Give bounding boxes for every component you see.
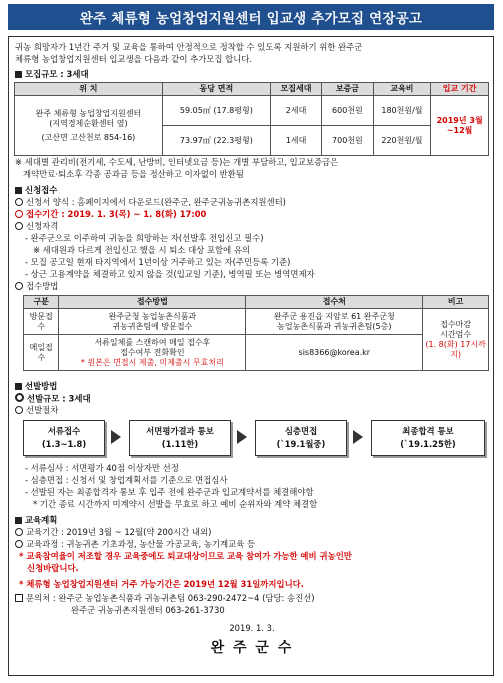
method-table xyxy=(23,295,489,371)
col-fee: 교육비 xyxy=(373,83,431,96)
edu-warn-2: 신청바랍니다. xyxy=(27,563,79,573)
arrow-right-icon xyxy=(111,430,121,444)
qual-heading: 신청자격 xyxy=(15,221,58,232)
circle-bullet-icon xyxy=(15,282,23,290)
qual-line-2: ※ 세대원과 다르게 전입신고 했을 시 퇴소 대상 포함에 유의 xyxy=(33,245,251,255)
qual-line-1: - 완주군으로 이주하여 귀농을 희망하는 자(선발후 전입신고 필수) xyxy=(25,233,264,243)
intro-line-1: 귀농 희망자가 1년간 주거 및 교육을 통하여 안정적으로 정착할 수 있도록 지원하기 위한 완주군 xyxy=(15,42,363,52)
area-cell-2: 73.97㎡ (22.3평형) xyxy=(162,126,270,156)
circle-bullet-icon xyxy=(15,393,24,402)
period-cell: 2019년 3월~12월 xyxy=(431,96,489,156)
households-cell-2: 1세대 xyxy=(270,126,321,156)
select-scale: 선발규모 : 3세대 xyxy=(15,393,91,405)
select-detail-3: - 선발된 자는 최종합격자 통보 후 입주 전에 완주군과 입교계약서를 체결해야함 xyxy=(25,487,314,497)
col-method: 접수방법 xyxy=(59,296,246,309)
email-address[interactable]: sis8366@korea.kr xyxy=(246,335,423,371)
col-type: 구분 xyxy=(24,296,59,309)
square-bullet-icon xyxy=(15,594,23,602)
select-detail-4: * 기간 종료 시간까지 미계약시 선발을 무효로 하고 예비 순위자와 계약 체결함 xyxy=(33,499,318,509)
cost-note-1: ※ 세대별 관리비(전기세, 수도세, 난방비, 인터넷요금 등)는 개별 부담하고, 입교보증금은 xyxy=(15,157,339,167)
edu-content: 교육과정 : 귀농귀촌 기초과정, 농산물 가공교육, 농기계교육 등 xyxy=(15,539,255,550)
circle-bullet-icon xyxy=(15,528,23,536)
apply-heading: 신청접수 xyxy=(15,185,57,196)
edu-warn-1: * 교육참여율이 저조할 경우 교육중에도 퇴교대상이므로 교육 참여가 가능한 예비 귀농인만 xyxy=(19,551,352,561)
visit-method: 완주군청 농업농촌식품과 귀농귀촌팀에 방문접수 xyxy=(59,309,246,335)
square-bullet-icon xyxy=(15,517,22,524)
area-cell-1: 59.05㎡ (17.8평형) xyxy=(162,96,270,126)
col-location: 위 치 xyxy=(15,83,163,96)
col-place: 접수처 xyxy=(246,296,423,309)
remark-cell: 접수마감 시간엄수 (1. 8(화) 17시까지) xyxy=(423,309,489,371)
col-deposit: 보증금 xyxy=(322,83,373,96)
stay-note: * 체류형 농업창업지원센터 거주 가능기간은 2019년 12월 31일까지입니다. xyxy=(19,579,304,589)
deposit-cell-2: 700천원 xyxy=(322,126,373,156)
signature: 완 주 군 수 xyxy=(210,640,294,656)
recruit-heading: 모집규모 : 3세대 xyxy=(15,69,89,80)
arrow-right-icon xyxy=(237,430,247,444)
step-interview: 심층면접 (`19.1월중) xyxy=(255,420,347,456)
contact-line-1: 문의처 : 완주군 농업농촌식품과 귀농귀촌팀 063-290-2472~4 (담당: 송진선) xyxy=(15,593,315,604)
deposit-cell-1: 600천원 xyxy=(322,96,373,126)
select-detail-2: - 심층면접 : 신청서 및 창업계획서를 기준으로 면접심사 xyxy=(25,475,228,485)
location-cell: 완주 체류형 농업창업지원센터 (지역경제순환센터 옆) (고산면 고산천로 854-16) xyxy=(15,96,163,156)
visit-type: 방문접수 xyxy=(24,309,59,335)
visit-place: 완주군 용진읍 지암로 61 완주군청 농업농촌식품과 귀농귀촌팀(5층) xyxy=(246,309,423,335)
intro-line-2: 체류형 농업창업지원센터 입교생을 다음과 같이 추가모집 합니다. xyxy=(15,54,253,64)
col-area: 동당 면적 xyxy=(162,83,270,96)
select-detail-1: - 서류심사 : 서면평가 40점 이상자만 선정 xyxy=(25,463,179,473)
qual-line-3: - 모집 공고일 현재 타지역에서 1년이상 거주하고 있는 자(주민등록 기준) xyxy=(25,257,291,267)
circle-bullet-icon xyxy=(15,198,23,206)
step-written-result: 서면평가결과 통보 (1.11한) xyxy=(129,420,231,456)
square-bullet-icon xyxy=(15,383,22,390)
circle-bullet-icon xyxy=(15,210,23,218)
notice-title: 완주 체류형 농업창업지원센터 입교생 추가모집 연장공고 xyxy=(8,4,494,30)
notice-date: 2019. 1. 3. xyxy=(229,623,275,633)
contact-line-2: 완주군 귀농귀촌지원센터 063-261-3730 xyxy=(71,605,225,615)
notice-body xyxy=(8,36,494,676)
circle-bullet-icon xyxy=(15,540,23,548)
select-proc-heading: 선발절차 xyxy=(15,405,58,416)
recruit-table xyxy=(14,82,489,156)
circle-bullet-icon xyxy=(15,406,23,414)
cost-note-2: 계약만료·퇴소후 각종 공과금 등을 정산하고 이자없이 반환됨 xyxy=(23,169,244,179)
method-heading: 접수방법 xyxy=(15,281,58,292)
select-heading: 선발방법 xyxy=(15,381,57,392)
households-cell-1: 2세대 xyxy=(270,96,321,126)
apply-form: 신청서 양식 : 홈페이지에서 다운로드(완주군, 완주군귀농귀촌지원센터) xyxy=(15,197,286,208)
edu-period: 교육기간 : 2019년 3월 ~ 12월(약 200시간 내외) xyxy=(15,527,211,538)
step-final-notice: 최종합격 통보 (`19.1.25한) xyxy=(371,420,485,456)
square-bullet-icon xyxy=(15,187,22,194)
col-remark: 비고 xyxy=(423,296,489,309)
circle-bullet-icon xyxy=(15,222,23,230)
fee-cell-1: 180천원/월 xyxy=(373,96,431,126)
col-period: 입교 기간 xyxy=(431,83,489,96)
mail-type: 메일접수 xyxy=(24,335,59,371)
fee-cell-2: 220천원/월 xyxy=(373,126,431,156)
mail-method: 서류일체를 스캔하여 메일 접수후 접수여부 전화확인 * 원본은 면접시 제출, 미제출시 무효처리 xyxy=(59,335,246,371)
square-bullet-icon xyxy=(15,71,22,78)
arrow-right-icon xyxy=(353,430,363,444)
col-households: 모집세대 xyxy=(270,83,321,96)
qual-line-4: - 상근 고용계약을 체결하고 있지 않을 것(입교일 기준), 병역필 또는 병역면제자 xyxy=(25,269,315,279)
edu-heading: 교육계획 xyxy=(15,515,57,526)
apply-period: 접수기간 : 2019. 1. 3(목) ~ 1. 8(화) 17:00 xyxy=(15,209,206,220)
step-document-review: 서류접수 (1.3~1.8) xyxy=(23,420,105,456)
